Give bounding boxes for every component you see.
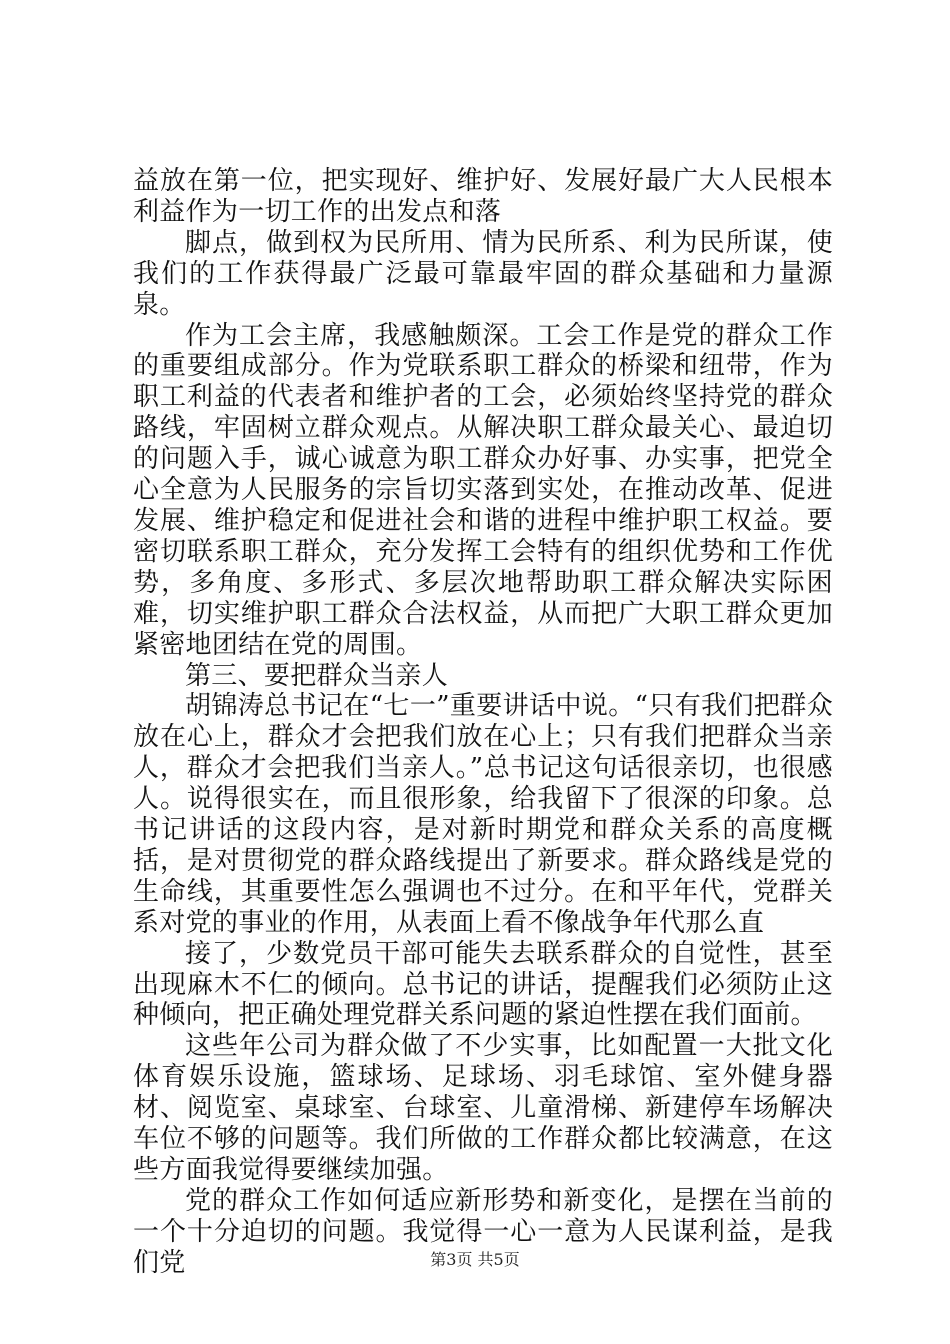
document-body (133, 166, 833, 1279)
paragraph-8: 党的群众工作如何适应新形势和新变化，是摆在当前的一个十分迫切的问题。我觉得一心一意为人民谋利益，是我们党 (133, 1185, 833, 1278)
paragraph-3: 作为工会主席，我感触颇深。工会工作是党的群众工作的重要组成部分。作为党联系职工群众的桥梁和纽带，作为职工利益的代表者和维护者的工会，必须始终坚持党的群众路线，牢固树立群众观点。从解决职工群众最关心、最迫切的问题入手，诚心诚意为职工群众办好事、办实事，把党全心全意为人民服务的宗旨切实落到实处，在推动改革、促进发展、维护稳定和促进社会和谐的进程中维护职工权益。要密切联系职工群众，充分发挥工会特有的组织优势和工作优势，多角度、多形式、多层次地帮助职工群众解决实际困难，切实维护职工群众合法权益，从而把广大职工群众更加紧密地团结在党的周围。 (133, 320, 833, 660)
paragraph-2: 脚点，做到权为民所用、情为民所系、利为民所谋，使我们的工作获得最广泛最可靠最牢固的群众基础和力量源泉。 (133, 227, 833, 320)
paragraph-1: 益放在第一位，把实现好、维护好、发展好最广大人民根本利益作为一切工作的出发点和落 (133, 166, 833, 227)
paragraph-7: 这些年公司为群众做了不少实事，比如配置一大批文化体育娱乐设施，篮球场、足球场、羽毛球馆、室外健身器材、阅览室、桌球室、台球室、儿童滑梯、新建停车场解决车位不够的问题等。我们所做的工作群众都比较满意，在这些方面我觉得要继续加强。 (133, 1031, 833, 1185)
paragraph-5: 胡锦涛总书记在“七一”重要讲话中说。“只有我们把群众放在心上，群众才会把我们放在心上；只有我们把群众当亲人，群众才会把我们当亲人。”总书记这句话很亲切，也很感人。说得很实在，而且很形象，给我留下了很深的印象。总书记讲话的这段内容，是对新时期党和群众关系的高度概括，是对贯彻党的群众路线提出了新要求。群众路线是党的生命线，其重要性怎么强调也不过分。在和平年代，党群关系对党的事业的作用，从表面上看不像战争年代那么直 (133, 691, 833, 938)
page-number-footer: 第3页 共5页 (430, 1250, 520, 1269)
paragraph-6: 接了，少数党员干部可能失去联系群众的自觉性，甚至出现麻木不仁的倾向。总书记的讲话，提醒我们必须防止这种倾向，把正确处理党群关系问题的紧迫性摆在我们面前。 (133, 938, 833, 1031)
section-heading-third: 第三、要把群众当亲人 (185, 660, 449, 691)
